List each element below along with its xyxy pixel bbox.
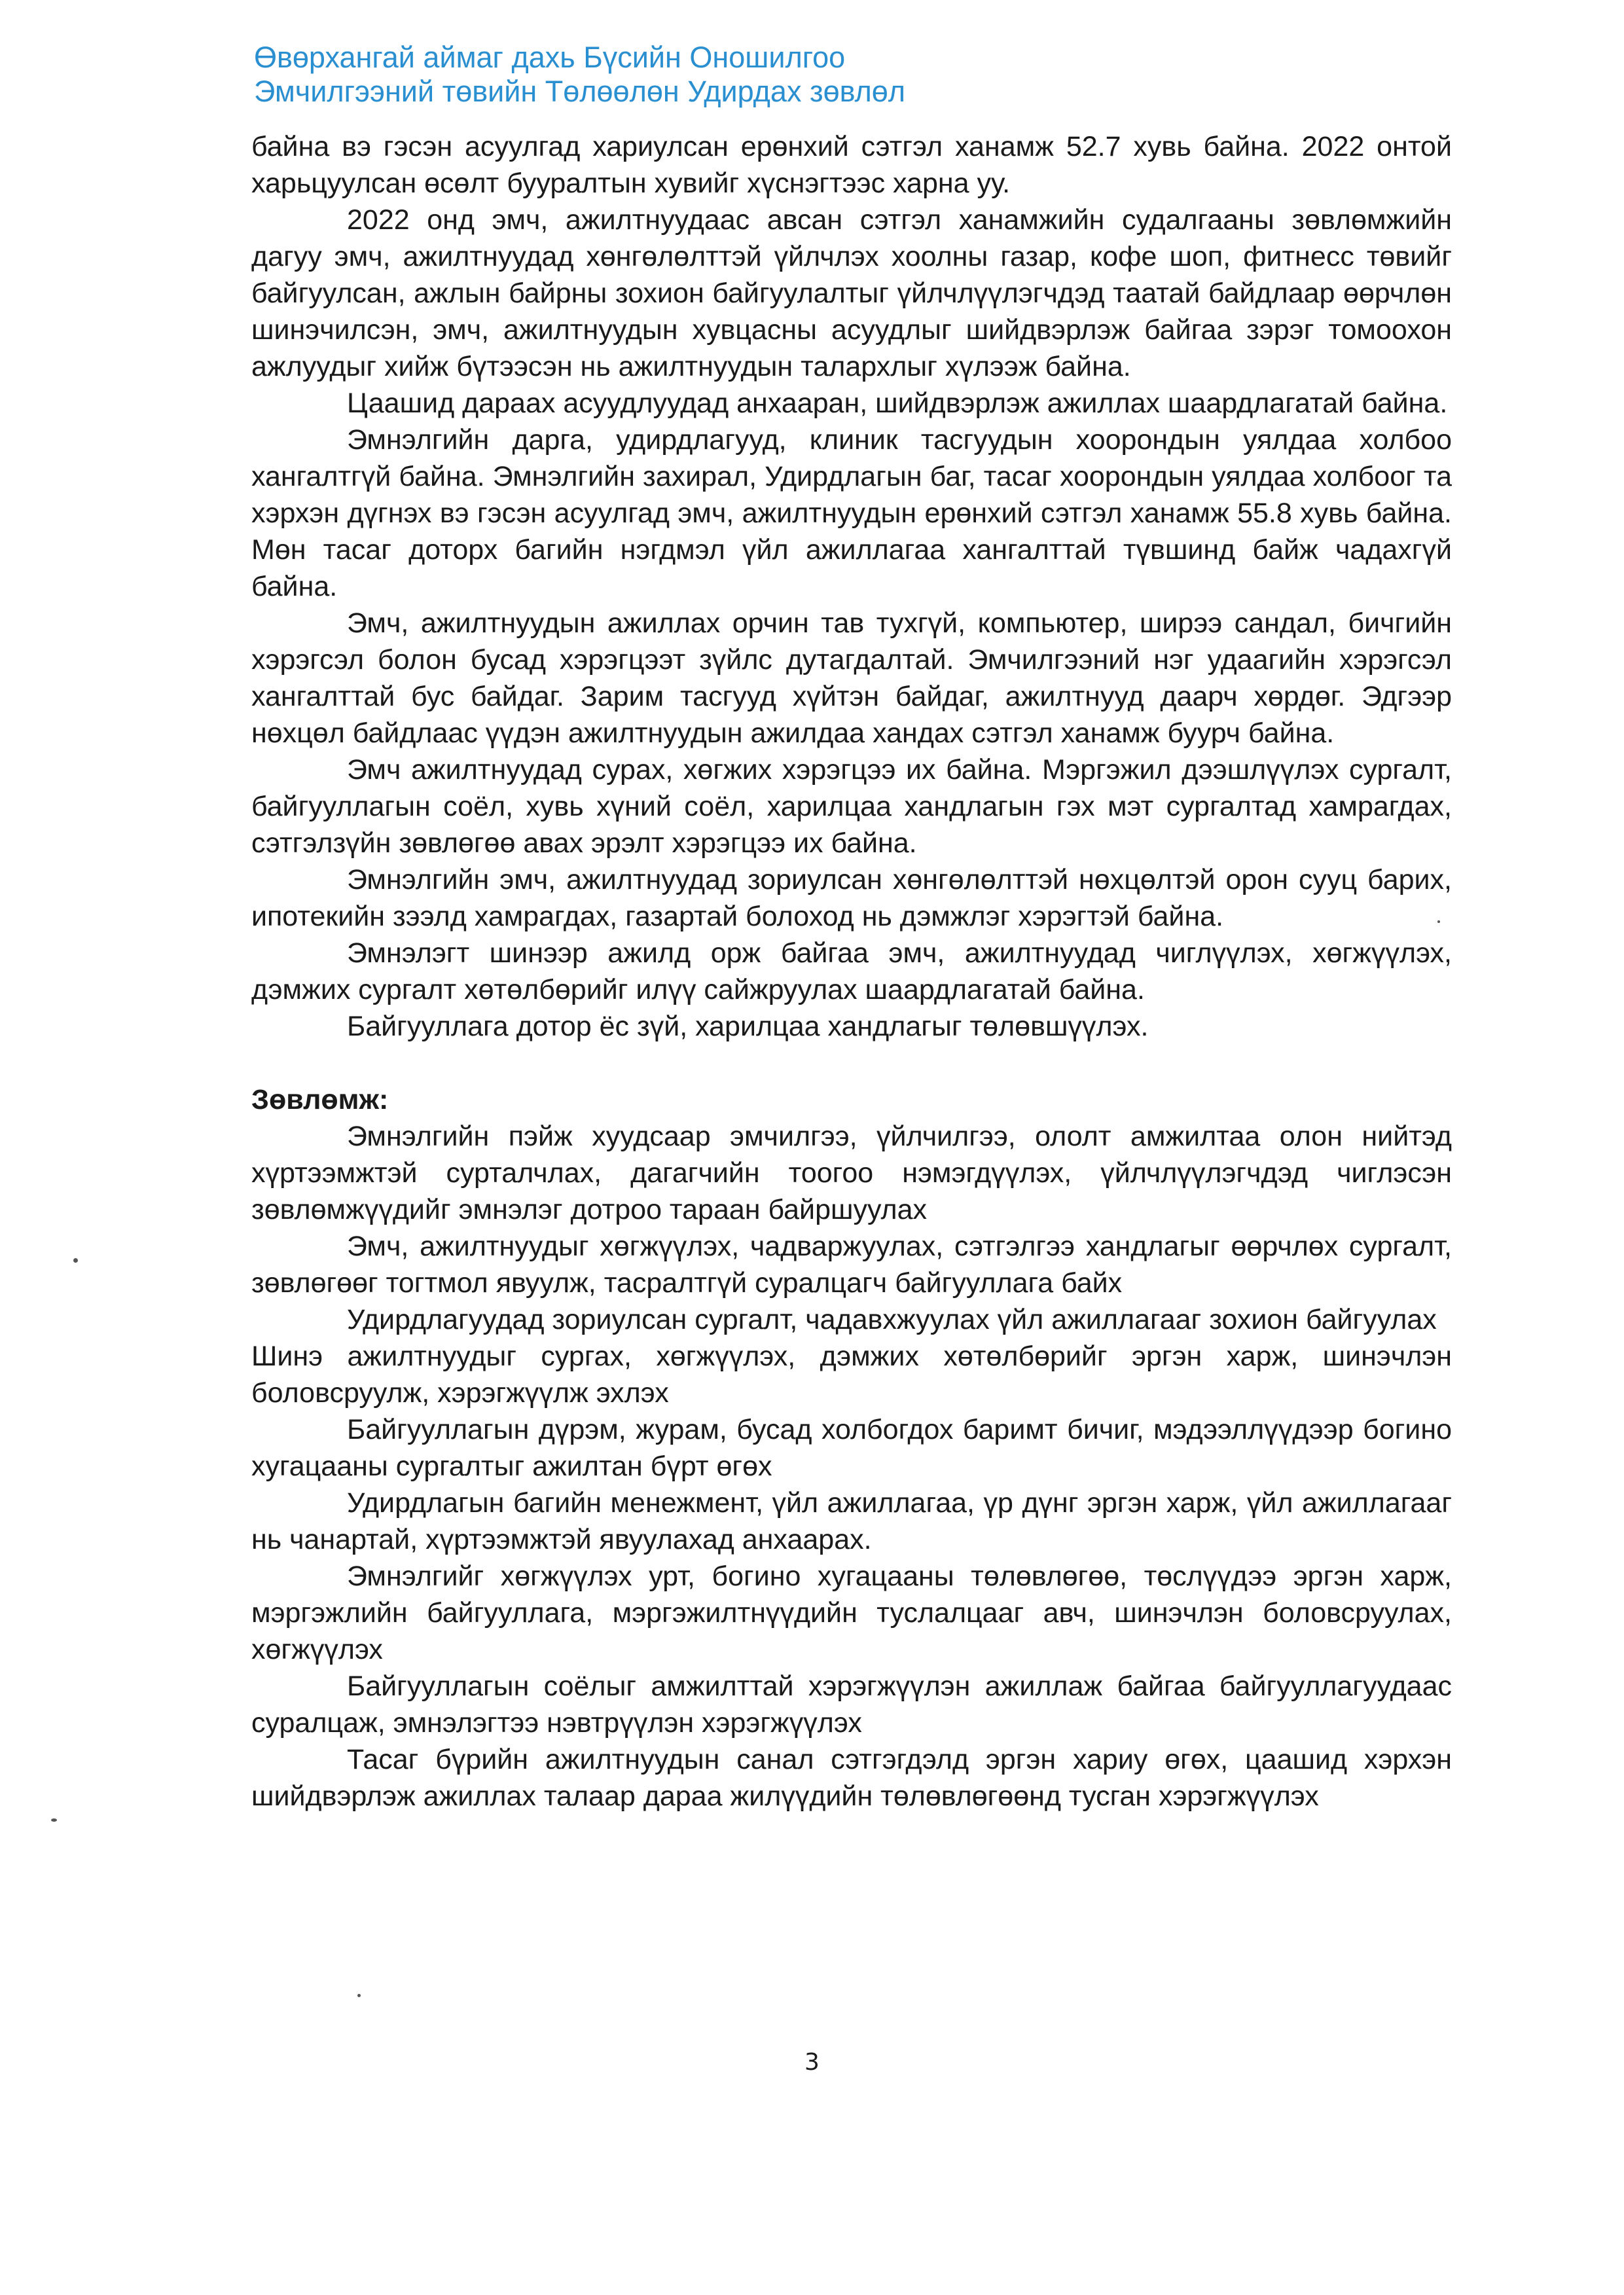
recommendation-item: Удирдлагын багийн менежмент, үйл ажиллагаа, үр дүнг эргэн харж, үйл ажиллагааг нь чанартай, хүртээмжтэй явуулахад анхаарах.	[251, 1487, 1452, 1555]
header-line-2: Эмчилгээний төвийн Төлөөлөн Удирдах зөвлөл	[254, 75, 906, 108]
paragraph: байна вэ гэсэн асуулгад хариулсан ерөнхий сэтгэл ханамж 52.7 хувь байна. 2022 онтой харьцуулсан өсөлт бууралтын хувийг хүснэгтээс харна уу.	[251, 131, 1452, 199]
recommendation-item: Удирдлагуудад зориулсан сургалт, чадавхжуулах үйл ажиллагааг зохион байгуулах	[347, 1304, 1437, 1335]
recommendation-item: Байгууллагын дүрэм, журам, бусад холбогдох баримт бичиг, мэдээллүүдээр богино хугацааны сургалтыг ажилтан бүрт өгөх	[251, 1414, 1452, 1482]
paragraph: Эмнэлэгт шинээр ажилд орж байгаа эмч, ажилтнуудад чиглүүлэх, хөгжүүлэх, дэмжих сургалт хөтөлбөрийг илүү сайжруулах шаардлагатай байна.	[251, 937, 1452, 1005]
paragraph: Эмч ажилтнуудад сурах, хөгжих хэрэгцээ их байна. Мэргэжил дээшлүүлэх сургалт, байгууллагын соёл, хувь хүний соёл, харилцаа хандлагын гэх мэт сургалтад хамрагдах, сэтгэлзүйн зөвлөгөө авах эрэлт хэрэгцээ их байна.	[251, 754, 1452, 859]
scan-speck	[357, 1994, 361, 1997]
page-number: 3	[804, 2049, 820, 2076]
paragraph: 2022 онд эмч, ажилтнуудаас авсан сэтгэл ханамжийн судалгааны зөвлөмжийн дагуу эмч, ажилтнуудад хөнгөлөлттэй үйлчлэх хоолны газар, кофе шоп, фитнесс төвийг байгуулсан, ажлын байрны зохион байгуулалтыг үйлчлүүлэгчдэд таатай байдлаар өөрчлөн шинэчилсэн, эмч, ажилтнуудын хувцасны асуудлыг шийдвэрлэж байгаа зэрэг томоохон ажлуудыг хийж бүтээсэн нь ажилтнуудын талархлыг хүлээж байна.	[251, 204, 1452, 382]
paragraph: Байгууллага дотор ёс зүй, харилцаа хандлагыг төлөвшүүлэх.	[347, 1011, 1149, 1042]
scan-speck	[1437, 920, 1440, 923]
paragraph: Эмч, ажилтнуудын ажиллах орчин тав тухгүй, компьютер, ширээ сандал, бичгийн хэрэгсэл болон бусад хэрэгцээт зүйлс дутагдалтай. Эмчилгээний нэг удаагийн хэрэгсэл хангалттай бус байдаг. Зарим тасгууд хүйтэн байдаг, ажилтнууд даарч хөрдөг. Эдгээр нөхцөл байдлаас үүдэн ажилтнуудын ажилдаа хандах сэтгэл ханамж буурч байна.	[251, 607, 1452, 749]
paragraph: Эмнэлгийн эмч, ажилтнуудад зориулсан хөнгөлөлттэй нөхцөлтэй орон сууц барих, ипотекийн зээлд хамрагдах, газартай болоход нь дэмжлэг хэрэгтэй байна.	[251, 864, 1452, 932]
paragraph: Эмнэлгийн дарга, удирдлагууд, клиник тасгуудын хоорондын уялдаа холбоо хангалтгүй байна. Эмнэлгийн захирал, Удирдлагын баг, тасаг хоорондын уялдаа холбоог та хэрхэн дүгнэх вэ гэсэн асуулгад эмч, ажилтнуудын ерөнхий сэтгэл ханамж 55.8 хувь байна. Мөн тасаг доторх багийн нэгдмэл үйл ажиллагаа хангалттай түвшинд байж чадахгүй байна.	[251, 424, 1452, 602]
document-header	[254, 41, 1498, 109]
recommendations-heading: Зөвлөмж:	[251, 1084, 389, 1115]
document-body	[251, 128, 1452, 1815]
paragraph: Цаашид дараах асуудлуудад анхааран, шийдвэрлэж ажиллах шаардлагатай байна.	[347, 388, 1448, 419]
recommendation-item: Байгууллагын соёлыг амжилттай хэрэгжүүлэн ажиллаж байгаа байгууллагуудаас суралцаж, эмнэлэгтээ нэвтрүүлэн хэрэгжүүлэх	[251, 1671, 1452, 1739]
recommendation-item: Эмч, ажилтнуудыг хөгжүүлэх, чадваржуулах, сэтгэлгээ хандлагыг өөрчлөх сургалт, зөвлөгөөг тогтмол явуулж, тасралтгүй суралцагч байгууллага байх	[251, 1231, 1452, 1299]
header-line-1: Өвөрхангай аймаг дахь Бүсийн Оношилгоо	[254, 41, 846, 74]
scan-speck	[51, 1818, 57, 1822]
recommendation-item: Тасаг бүрийн ажилтнуудын санал сэтгэгдэлд эргэн хариу өгөх, цаашид хэрхэн шийдвэрлэж ажиллах талаар дараа жилүүдийн төлөвлөгөөнд тусган хэрэгжүүлэх	[251, 1744, 1452, 1812]
recommendation-item: Эмнэлгийн пэйж хуудсаар эмчилгээ, үйлчилгээ, ололт амжилтаа олон нийтэд хүртээмжтэй сурталчлах, дагагчийн тоогоо нэмэгдүүлэх, үйлчлүүлэгчдэд чиглэсэн зөвлөмжүүдийг эмнэлэг дотроо тараан байршуулах	[251, 1121, 1452, 1225]
scan-speck	[73, 1258, 78, 1263]
recommendation-item: Эмнэлгийг хөгжүүлэх урт, богино хугацааны төлөвлөгөө, төслүүдээ эргэн харж, мэргэжлийн байгууллага, мэргэжилтнүүдийн туслалцааг авч, шинэчлэн боловсруулах, хөгжүүлэх	[251, 1561, 1452, 1665]
recommendation-item: Шинэ ажилтнуудыг сургах, хөгжүүлэх, дэмжих хөтөлбөрийг эргэн харж, шинэчлэн боловсруулж, хэрэгжүүлж эхлэх	[251, 1341, 1452, 1409]
